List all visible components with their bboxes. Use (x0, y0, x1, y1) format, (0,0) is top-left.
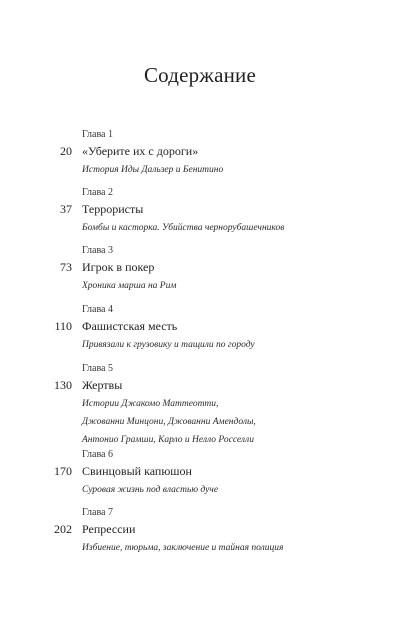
chapter-label: Глава 7 (82, 507, 113, 518)
chapter-title: Фашистская месть (82, 319, 178, 333)
chapter-title: Игрок в покер (82, 260, 155, 274)
chapter-subtitle: Джованни Минцони, Джованни Амендолы, (82, 417, 256, 427)
chapter-page-number: 37 (60, 202, 72, 216)
chapter-subtitle: Бомбы и касторка. Убийства чернорубашечников (82, 223, 285, 233)
chapter-page-number: 130 (54, 378, 72, 392)
chapter-label: Глава 4 (82, 304, 113, 315)
chapter-label: Глава 5 (82, 363, 113, 374)
chapter-label: Глава 3 (82, 245, 113, 256)
chapter-subtitle: Суровая жизнь под властью дуче (82, 485, 219, 495)
chapter-page-number: 202 (54, 522, 72, 536)
chapter-title: Жертвы (82, 378, 123, 392)
chapter-subtitle: Избиение, тюрьма, заключение и тайная полиция (82, 543, 284, 553)
chapter-title: «Уберите их с дороги» (82, 144, 199, 158)
chapter-title: Террористы (82, 202, 144, 216)
chapter-subtitle: История Иды Дальзер и Бенитино (82, 165, 224, 175)
chapter-label: Глава 1 (82, 129, 113, 140)
chapter-label: Глава 6 (82, 449, 113, 460)
chapter-page-number: 20 (60, 144, 72, 158)
chapter-subtitle: Истории Джакомо Маттеотти, (82, 399, 219, 409)
chapter-subtitle: Антонио Грамши, Карло и Нелло Росселли (82, 435, 254, 445)
chapter-page-number: 73 (60, 260, 72, 274)
chapter-title: Репрессии (82, 522, 136, 536)
page-title: Содержание (143, 63, 257, 87)
chapter-title: Свинцовый капюшон (82, 464, 192, 478)
chapter-subtitle: Хроника марша на Рим (82, 281, 177, 291)
chapter-page-number: 110 (54, 319, 72, 333)
chapter-label: Глава 2 (82, 187, 113, 198)
chapter-subtitle: Привязали к грузовику и тащили по городу (82, 340, 255, 350)
chapter-page-number: 170 (54, 464, 72, 478)
